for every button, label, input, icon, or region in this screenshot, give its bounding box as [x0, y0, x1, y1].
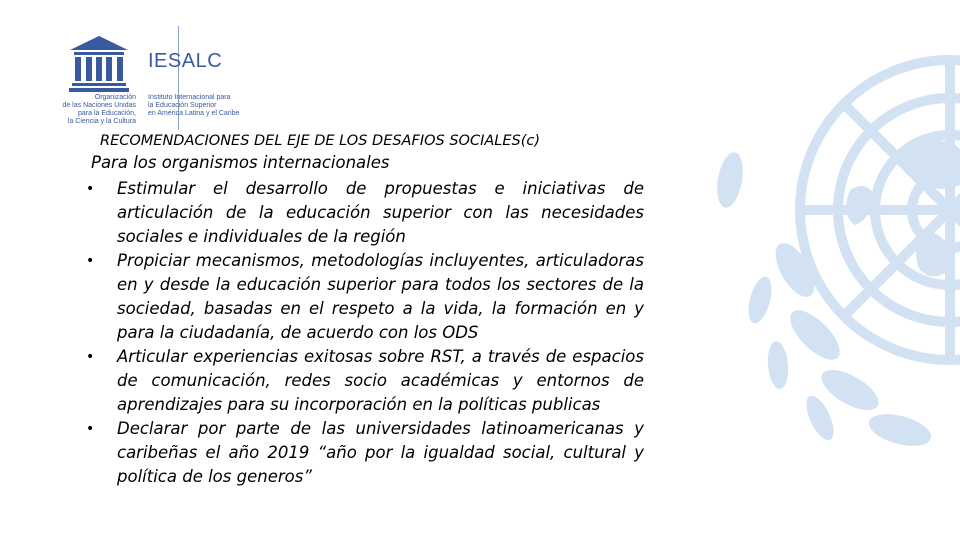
- list-item-text: Declarar por parte de las universidades latinoamericanas y caribeñas el año 2019 “año por la igualdad social, cultural y política de los generos”: [117, 419, 644, 486]
- list-item: [86, 345, 644, 417]
- list-item: [86, 249, 644, 345]
- slide-heading: RECOMENDACIONES DEL EJE DE LOS DESAFIOS SOCIALES(c): [100, 133, 540, 149]
- iesalc-inst-line: la Educación Superior: [148, 102, 217, 109]
- iesalc-inst-line: en América Latina y el Caribe: [148, 110, 240, 117]
- bullet-icon: •: [86, 181, 95, 197]
- list-item-text: Propiciar mecanismos, metodologías incluyentes, articuladoras en y desde la educación superior para todos los sectores de la sociedad, basadas en el respeto a la vida, la formación en y para la ciudadanía, de acuerdo con los ODS: [117, 251, 644, 342]
- bullet-icon: •: [86, 253, 95, 269]
- list-item: [86, 177, 644, 249]
- unesco-org-line: Organización: [94, 94, 136, 101]
- iesalc-institute-text: [148, 94, 258, 118]
- unesco-temple-icon: [68, 34, 130, 94]
- unesco-org-line: la Ciencia y la Cultura: [67, 118, 136, 125]
- list-item-text: Articular experiencias exitosas sobre RST, a través de espacios de comunicación, redes socio académicas y entornos de aprendizajes para su incorporación en la políticas publicas: [117, 347, 644, 414]
- unesco-org-line: de las Naciones Unidas: [62, 102, 136, 109]
- unesco-organization-text: [40, 94, 136, 126]
- slide-subheading: Para los organismos internacionales: [91, 153, 390, 172]
- list-item: [86, 417, 644, 489]
- logo: [40, 22, 300, 132]
- bullet-icon: •: [86, 421, 95, 437]
- un-emblem-icon: [700, 40, 960, 480]
- unesco-org-line: para la Educación,: [78, 110, 136, 117]
- iesalc-inst-line: Instituto Internacional para: [148, 94, 231, 101]
- list-item-text: Estimular el desarrollo de propuestas e iniciativas de articulación de la educación superior con las necesidades sociales e individuales de la región: [117, 179, 644, 246]
- iesalc-title: IESALC: [148, 50, 223, 72]
- recommendation-list: [86, 177, 644, 489]
- bullet-icon: •: [86, 349, 95, 365]
